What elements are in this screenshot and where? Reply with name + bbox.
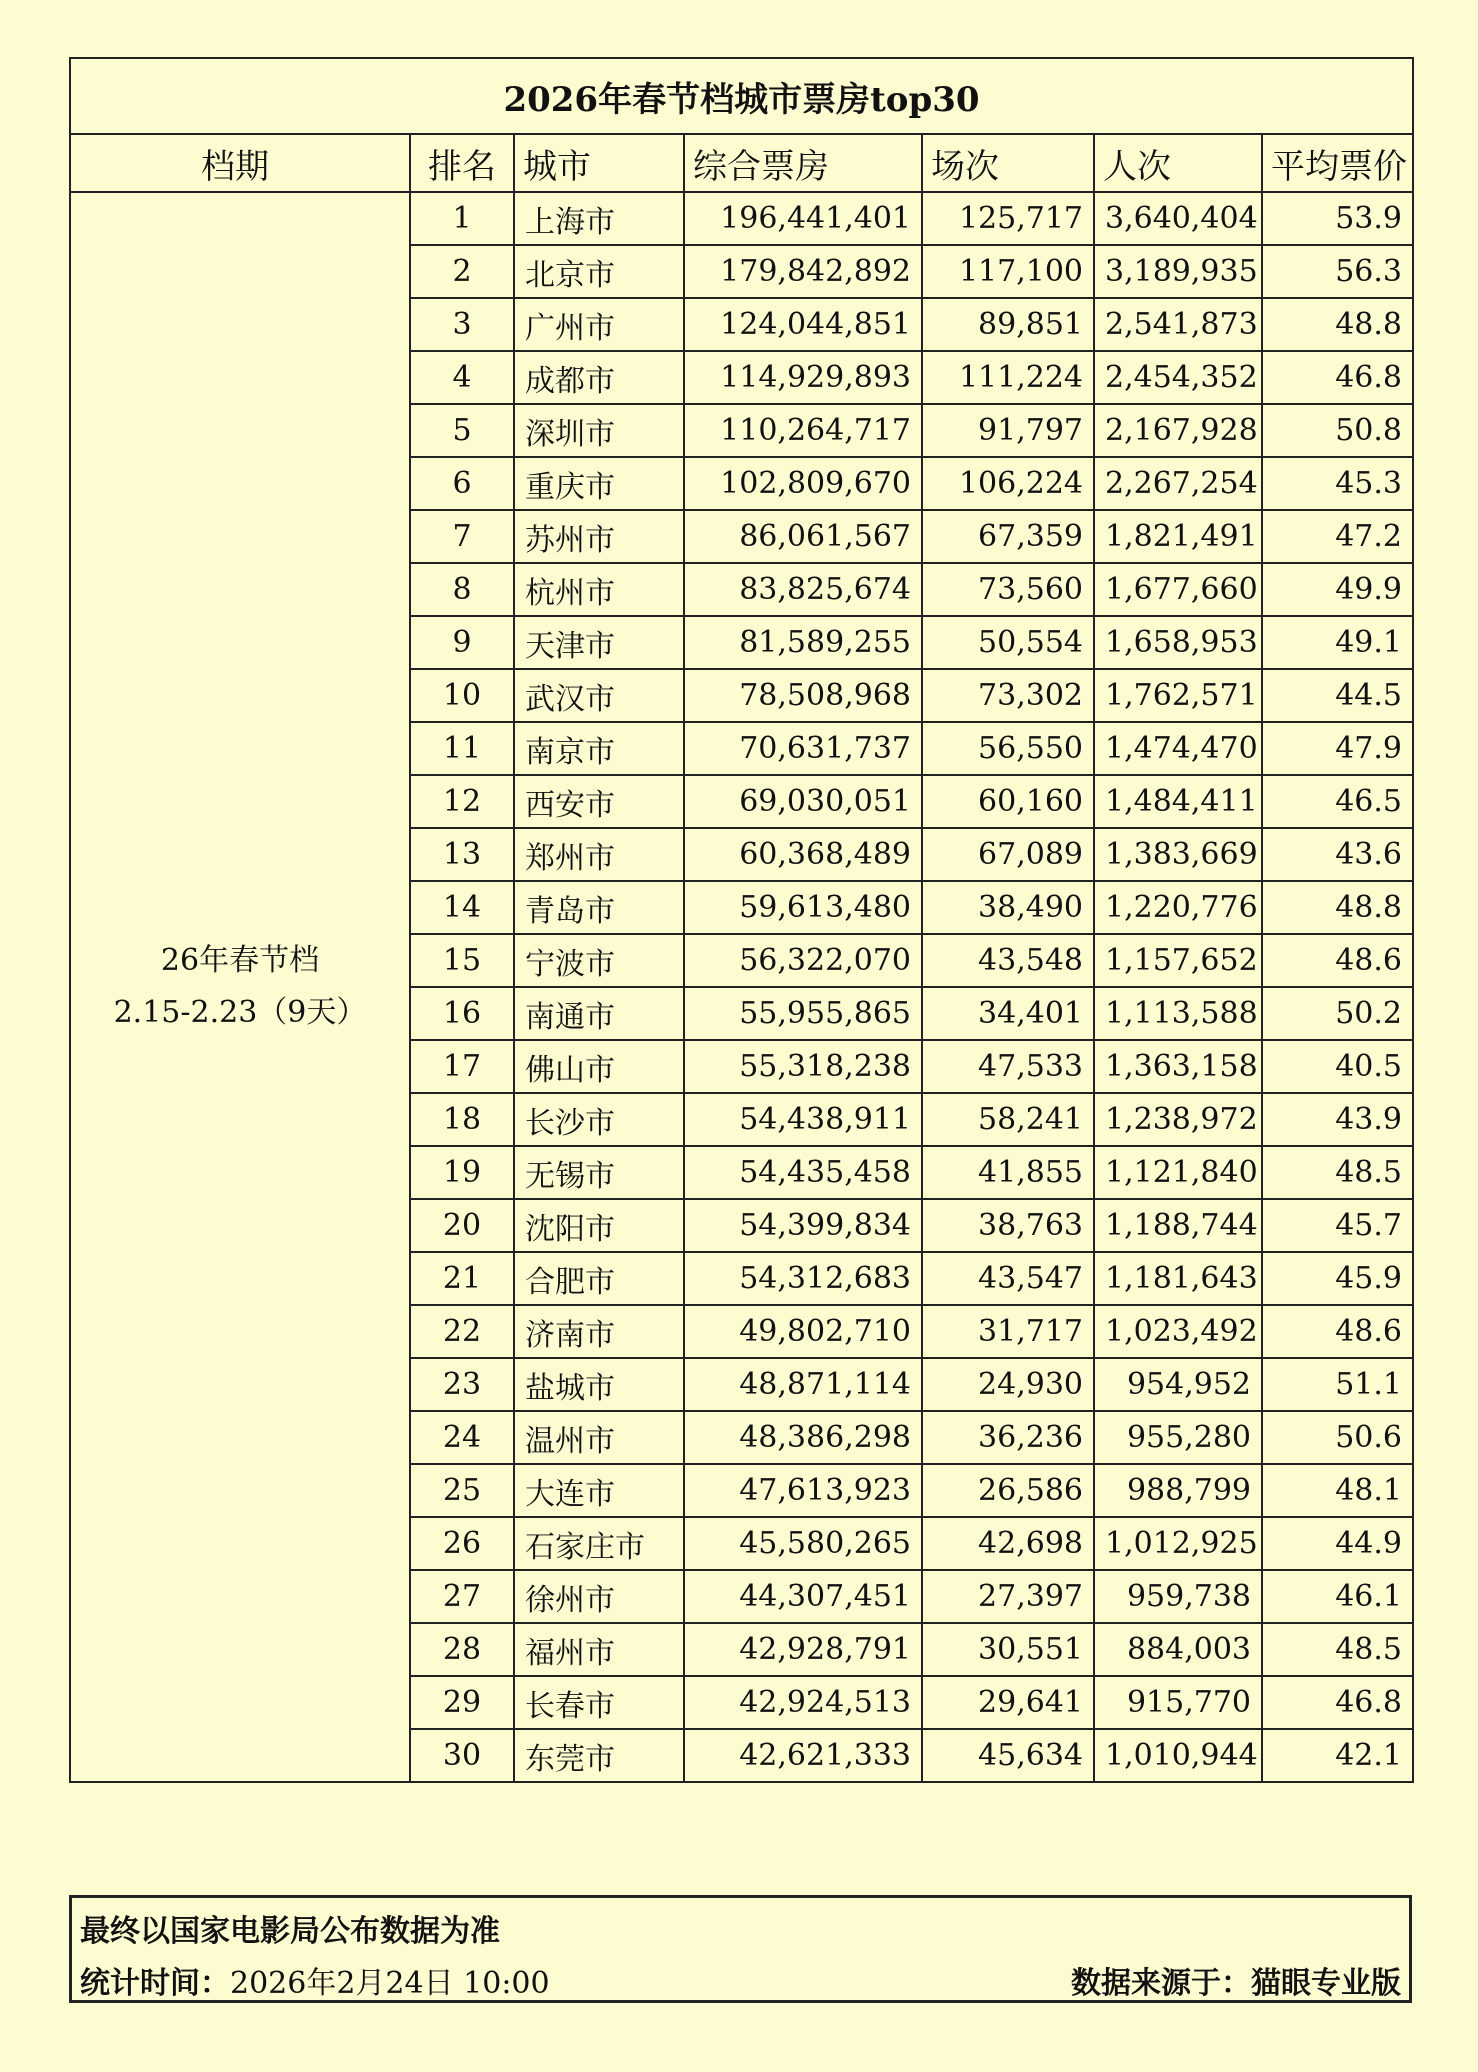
box-office-cell: 55,955,865 bbox=[684, 987, 922, 1040]
box-office-cell: 70,631,737 bbox=[684, 722, 922, 775]
avg-price-cell: 47.9 bbox=[1262, 722, 1413, 775]
screenings-cell: 56,550 bbox=[922, 722, 1094, 775]
screenings-cell: 67,089 bbox=[922, 828, 1094, 881]
screenings-cell: 117,100 bbox=[922, 245, 1094, 298]
footer-note: 最终以国家电影局公布数据为准 bbox=[80, 1914, 500, 1949]
box-office-cell: 49,802,710 bbox=[684, 1305, 922, 1358]
city-cell: 武汉市 bbox=[514, 669, 684, 722]
city-cell: 郑州市 bbox=[514, 828, 684, 881]
screenings-cell: 27,397 bbox=[922, 1570, 1094, 1623]
rank-cell: 25 bbox=[410, 1464, 514, 1517]
rank-cell: 1 bbox=[410, 192, 514, 245]
box-office-cell: 54,312,683 bbox=[684, 1252, 922, 1305]
header-avg-price: 平均票价 bbox=[1262, 134, 1413, 192]
admissions-cell: 1,821,491 bbox=[1094, 510, 1262, 563]
admissions-cell: 1,484,411 bbox=[1094, 775, 1262, 828]
screenings-cell: 29,641 bbox=[922, 1676, 1094, 1729]
header-city: 城市 bbox=[514, 134, 684, 192]
city-cell: 无锡市 bbox=[514, 1146, 684, 1199]
city-cell: 大连市 bbox=[514, 1464, 684, 1517]
rank-cell: 10 bbox=[410, 669, 514, 722]
rank-cell: 20 bbox=[410, 1199, 514, 1252]
avg-price-cell: 46.8 bbox=[1262, 351, 1413, 404]
box-office-cell: 60,368,489 bbox=[684, 828, 922, 881]
screenings-cell: 60,160 bbox=[922, 775, 1094, 828]
box-office-cell: 110,264,717 bbox=[684, 404, 922, 457]
footer-source: 数据来源于：猫眼专业版 bbox=[1071, 1966, 1401, 2001]
box-office-cell: 179,842,892 bbox=[684, 245, 922, 298]
header-row bbox=[70, 134, 1413, 192]
avg-price-cell: 43.9 bbox=[1262, 1093, 1413, 1146]
avg-price-cell: 49.9 bbox=[1262, 563, 1413, 616]
header-box-office: 综合票房 bbox=[684, 134, 922, 192]
screenings-cell: 125,717 bbox=[922, 192, 1094, 245]
box-office-cell: 124,044,851 bbox=[684, 298, 922, 351]
avg-price-cell: 48.6 bbox=[1262, 1305, 1413, 1358]
rank-cell: 6 bbox=[410, 457, 514, 510]
box-office-cell: 42,621,333 bbox=[684, 1729, 922, 1782]
box-office-table bbox=[69, 57, 1414, 1783]
box-office-cell: 45,580,265 bbox=[684, 1517, 922, 1570]
city-cell: 上海市 bbox=[514, 192, 684, 245]
screenings-cell: 73,560 bbox=[922, 563, 1094, 616]
admissions-cell: 1,658,953 bbox=[1094, 616, 1262, 669]
screenings-cell: 67,359 bbox=[922, 510, 1094, 563]
city-cell: 石家庄市 bbox=[514, 1517, 684, 1570]
avg-price-cell: 50.8 bbox=[1262, 404, 1413, 457]
avg-price-cell: 44.5 bbox=[1262, 669, 1413, 722]
admissions-cell: 1,023,492 bbox=[1094, 1305, 1262, 1358]
footer-time-value: 2026年2月24日 10:00 bbox=[230, 1966, 550, 2001]
table-title: 2026年春节档城市票房top30 bbox=[70, 58, 1413, 134]
footer-time bbox=[80, 1958, 550, 2002]
rank-cell: 22 bbox=[410, 1305, 514, 1358]
box-office-cell: 48,386,298 bbox=[684, 1411, 922, 1464]
avg-price-cell: 45.9 bbox=[1262, 1252, 1413, 1305]
screenings-cell: 26,586 bbox=[922, 1464, 1094, 1517]
city-cell: 西安市 bbox=[514, 775, 684, 828]
box-office-cell: 54,399,834 bbox=[684, 1199, 922, 1252]
city-cell: 盐城市 bbox=[514, 1358, 684, 1411]
admissions-cell: 2,167,928 bbox=[1094, 404, 1262, 457]
admissions-cell: 1,188,744 bbox=[1094, 1199, 1262, 1252]
admissions-cell: 1,157,652 bbox=[1094, 934, 1262, 987]
city-cell: 佛山市 bbox=[514, 1040, 684, 1093]
rank-cell: 24 bbox=[410, 1411, 514, 1464]
box-office-cell: 48,871,114 bbox=[684, 1358, 922, 1411]
table-row bbox=[70, 192, 1413, 245]
admissions-cell: 884,003 bbox=[1094, 1623, 1262, 1676]
admissions-cell: 1,238,972 bbox=[1094, 1093, 1262, 1146]
admissions-cell: 1,383,669 bbox=[1094, 828, 1262, 881]
avg-price-cell: 46.5 bbox=[1262, 775, 1413, 828]
box-office-cell: 86,061,567 bbox=[684, 510, 922, 563]
city-cell: 温州市 bbox=[514, 1411, 684, 1464]
rank-cell: 28 bbox=[410, 1623, 514, 1676]
rank-cell: 14 bbox=[410, 881, 514, 934]
box-office-cell: 56,322,070 bbox=[684, 934, 922, 987]
city-cell: 苏州市 bbox=[514, 510, 684, 563]
screenings-cell: 58,241 bbox=[922, 1093, 1094, 1146]
admissions-cell: 1,113,588 bbox=[1094, 987, 1262, 1040]
period-name: 26年春节档 bbox=[160, 943, 320, 978]
admissions-cell: 1,762,571 bbox=[1094, 669, 1262, 722]
rank-cell: 17 bbox=[410, 1040, 514, 1093]
city-cell: 深圳市 bbox=[514, 404, 684, 457]
rank-cell: 2 bbox=[410, 245, 514, 298]
avg-price-cell: 50.2 bbox=[1262, 987, 1413, 1040]
admissions-cell: 1,363,158 bbox=[1094, 1040, 1262, 1093]
screenings-cell: 47,533 bbox=[922, 1040, 1094, 1093]
box-office-cell: 59,613,480 bbox=[684, 881, 922, 934]
rank-cell: 29 bbox=[410, 1676, 514, 1729]
rank-cell: 21 bbox=[410, 1252, 514, 1305]
city-cell: 北京市 bbox=[514, 245, 684, 298]
admissions-cell: 988,799 bbox=[1094, 1464, 1262, 1517]
header-admissions: 人次 bbox=[1094, 134, 1262, 192]
screenings-cell: 43,547 bbox=[922, 1252, 1094, 1305]
box-office-cell: 83,825,674 bbox=[684, 563, 922, 616]
screenings-cell: 89,851 bbox=[922, 298, 1094, 351]
avg-price-cell: 42.1 bbox=[1262, 1729, 1413, 1782]
screenings-cell: 111,224 bbox=[922, 351, 1094, 404]
rank-cell: 12 bbox=[410, 775, 514, 828]
avg-price-cell: 46.8 bbox=[1262, 1676, 1413, 1729]
box-office-cell: 69,030,051 bbox=[684, 775, 922, 828]
city-cell: 合肥市 bbox=[514, 1252, 684, 1305]
city-cell: 宁波市 bbox=[514, 934, 684, 987]
period-cell bbox=[70, 192, 410, 1782]
screenings-cell: 24,930 bbox=[922, 1358, 1094, 1411]
screenings-cell: 42,698 bbox=[922, 1517, 1094, 1570]
avg-price-cell: 45.3 bbox=[1262, 457, 1413, 510]
rank-cell: 15 bbox=[410, 934, 514, 987]
admissions-cell: 1,677,660 bbox=[1094, 563, 1262, 616]
rank-cell: 16 bbox=[410, 987, 514, 1040]
rank-cell: 4 bbox=[410, 351, 514, 404]
rank-cell: 30 bbox=[410, 1729, 514, 1782]
admissions-cell: 1,121,840 bbox=[1094, 1146, 1262, 1199]
city-cell: 杭州市 bbox=[514, 563, 684, 616]
admissions-cell: 2,541,873 bbox=[1094, 298, 1262, 351]
admissions-cell: 2,454,352 bbox=[1094, 351, 1262, 404]
rank-cell: 26 bbox=[410, 1517, 514, 1570]
footer-time-label: 统计时间： bbox=[80, 1966, 230, 2001]
table-footer bbox=[69, 1895, 1412, 2003]
box-office-cell: 102,809,670 bbox=[684, 457, 922, 510]
city-cell: 徐州市 bbox=[514, 1570, 684, 1623]
city-cell: 重庆市 bbox=[514, 457, 684, 510]
avg-price-cell: 48.1 bbox=[1262, 1464, 1413, 1517]
avg-price-cell: 48.8 bbox=[1262, 298, 1413, 351]
avg-price-cell: 51.1 bbox=[1262, 1358, 1413, 1411]
avg-price-cell: 47.2 bbox=[1262, 510, 1413, 563]
city-cell: 成都市 bbox=[514, 351, 684, 404]
rank-cell: 7 bbox=[410, 510, 514, 563]
box-office-cell: 42,928,791 bbox=[684, 1623, 922, 1676]
admissions-cell: 954,952 bbox=[1094, 1358, 1262, 1411]
admissions-cell: 959,738 bbox=[1094, 1570, 1262, 1623]
avg-price-cell: 48.5 bbox=[1262, 1146, 1413, 1199]
avg-price-cell: 50.6 bbox=[1262, 1411, 1413, 1464]
header-screenings: 场次 bbox=[922, 134, 1094, 192]
avg-price-cell: 48.6 bbox=[1262, 934, 1413, 987]
screenings-cell: 38,490 bbox=[922, 881, 1094, 934]
box-office-cell: 47,613,923 bbox=[684, 1464, 922, 1517]
city-cell: 沈阳市 bbox=[514, 1199, 684, 1252]
avg-price-cell: 56.3 bbox=[1262, 245, 1413, 298]
avg-price-cell: 48.8 bbox=[1262, 881, 1413, 934]
avg-price-cell: 53.9 bbox=[1262, 192, 1413, 245]
box-office-cell: 55,318,238 bbox=[684, 1040, 922, 1093]
city-cell: 南通市 bbox=[514, 987, 684, 1040]
rank-cell: 9 bbox=[410, 616, 514, 669]
box-office-cell: 81,589,255 bbox=[684, 616, 922, 669]
box-office-cell: 42,924,513 bbox=[684, 1676, 922, 1729]
city-cell: 长春市 bbox=[514, 1676, 684, 1729]
admissions-cell: 3,640,404 bbox=[1094, 192, 1262, 245]
screenings-cell: 45,634 bbox=[922, 1729, 1094, 1782]
avg-price-cell: 43.6 bbox=[1262, 828, 1413, 881]
screenings-cell: 106,224 bbox=[922, 457, 1094, 510]
box-office-cell: 54,438,911 bbox=[684, 1093, 922, 1146]
screenings-cell: 30,551 bbox=[922, 1623, 1094, 1676]
admissions-cell: 1,474,470 bbox=[1094, 722, 1262, 775]
screenings-cell: 36,236 bbox=[922, 1411, 1094, 1464]
rank-cell: 5 bbox=[410, 404, 514, 457]
city-cell: 广州市 bbox=[514, 298, 684, 351]
admissions-cell: 1,010,944 bbox=[1094, 1729, 1262, 1782]
admissions-cell: 955,280 bbox=[1094, 1411, 1262, 1464]
admissions-cell: 1,181,643 bbox=[1094, 1252, 1262, 1305]
rank-cell: 27 bbox=[410, 1570, 514, 1623]
rank-cell: 18 bbox=[410, 1093, 514, 1146]
header-period: 档期 bbox=[70, 134, 410, 192]
city-cell: 青岛市 bbox=[514, 881, 684, 934]
screenings-cell: 34,401 bbox=[922, 987, 1094, 1040]
screenings-cell: 43,548 bbox=[922, 934, 1094, 987]
box-office-cell: 54,435,458 bbox=[684, 1146, 922, 1199]
avg-price-cell: 48.5 bbox=[1262, 1623, 1413, 1676]
rank-cell: 13 bbox=[410, 828, 514, 881]
box-office-cell: 44,307,451 bbox=[684, 1570, 922, 1623]
city-cell: 天津市 bbox=[514, 616, 684, 669]
rank-cell: 23 bbox=[410, 1358, 514, 1411]
header-rank: 排名 bbox=[410, 134, 514, 192]
admissions-cell: 1,220,776 bbox=[1094, 881, 1262, 934]
period-dates: 2.15-2.23（9天） bbox=[113, 995, 367, 1030]
screenings-cell: 41,855 bbox=[922, 1146, 1094, 1199]
rank-cell: 3 bbox=[410, 298, 514, 351]
city-cell: 福州市 bbox=[514, 1623, 684, 1676]
avg-price-cell: 46.1 bbox=[1262, 1570, 1413, 1623]
screenings-cell: 50,554 bbox=[922, 616, 1094, 669]
screenings-cell: 31,717 bbox=[922, 1305, 1094, 1358]
admissions-cell: 1,012,925 bbox=[1094, 1517, 1262, 1570]
admissions-cell: 2,267,254 bbox=[1094, 457, 1262, 510]
box-office-cell: 114,929,893 bbox=[684, 351, 922, 404]
city-cell: 东莞市 bbox=[514, 1729, 684, 1782]
city-cell: 长沙市 bbox=[514, 1093, 684, 1146]
city-cell: 南京市 bbox=[514, 722, 684, 775]
avg-price-cell: 49.1 bbox=[1262, 616, 1413, 669]
admissions-cell: 3,189,935 bbox=[1094, 245, 1262, 298]
rank-cell: 11 bbox=[410, 722, 514, 775]
screenings-cell: 38,763 bbox=[922, 1199, 1094, 1252]
city-cell: 济南市 bbox=[514, 1305, 684, 1358]
screenings-cell: 91,797 bbox=[922, 404, 1094, 457]
rank-cell: 8 bbox=[410, 563, 514, 616]
avg-price-cell: 40.5 bbox=[1262, 1040, 1413, 1093]
rank-cell: 19 bbox=[410, 1146, 514, 1199]
box-office-cell: 78,508,968 bbox=[684, 669, 922, 722]
admissions-cell: 915,770 bbox=[1094, 1676, 1262, 1729]
box-office-cell: 196,441,401 bbox=[684, 192, 922, 245]
avg-price-cell: 44.9 bbox=[1262, 1517, 1413, 1570]
avg-price-cell: 45.7 bbox=[1262, 1199, 1413, 1252]
screenings-cell: 73,302 bbox=[922, 669, 1094, 722]
